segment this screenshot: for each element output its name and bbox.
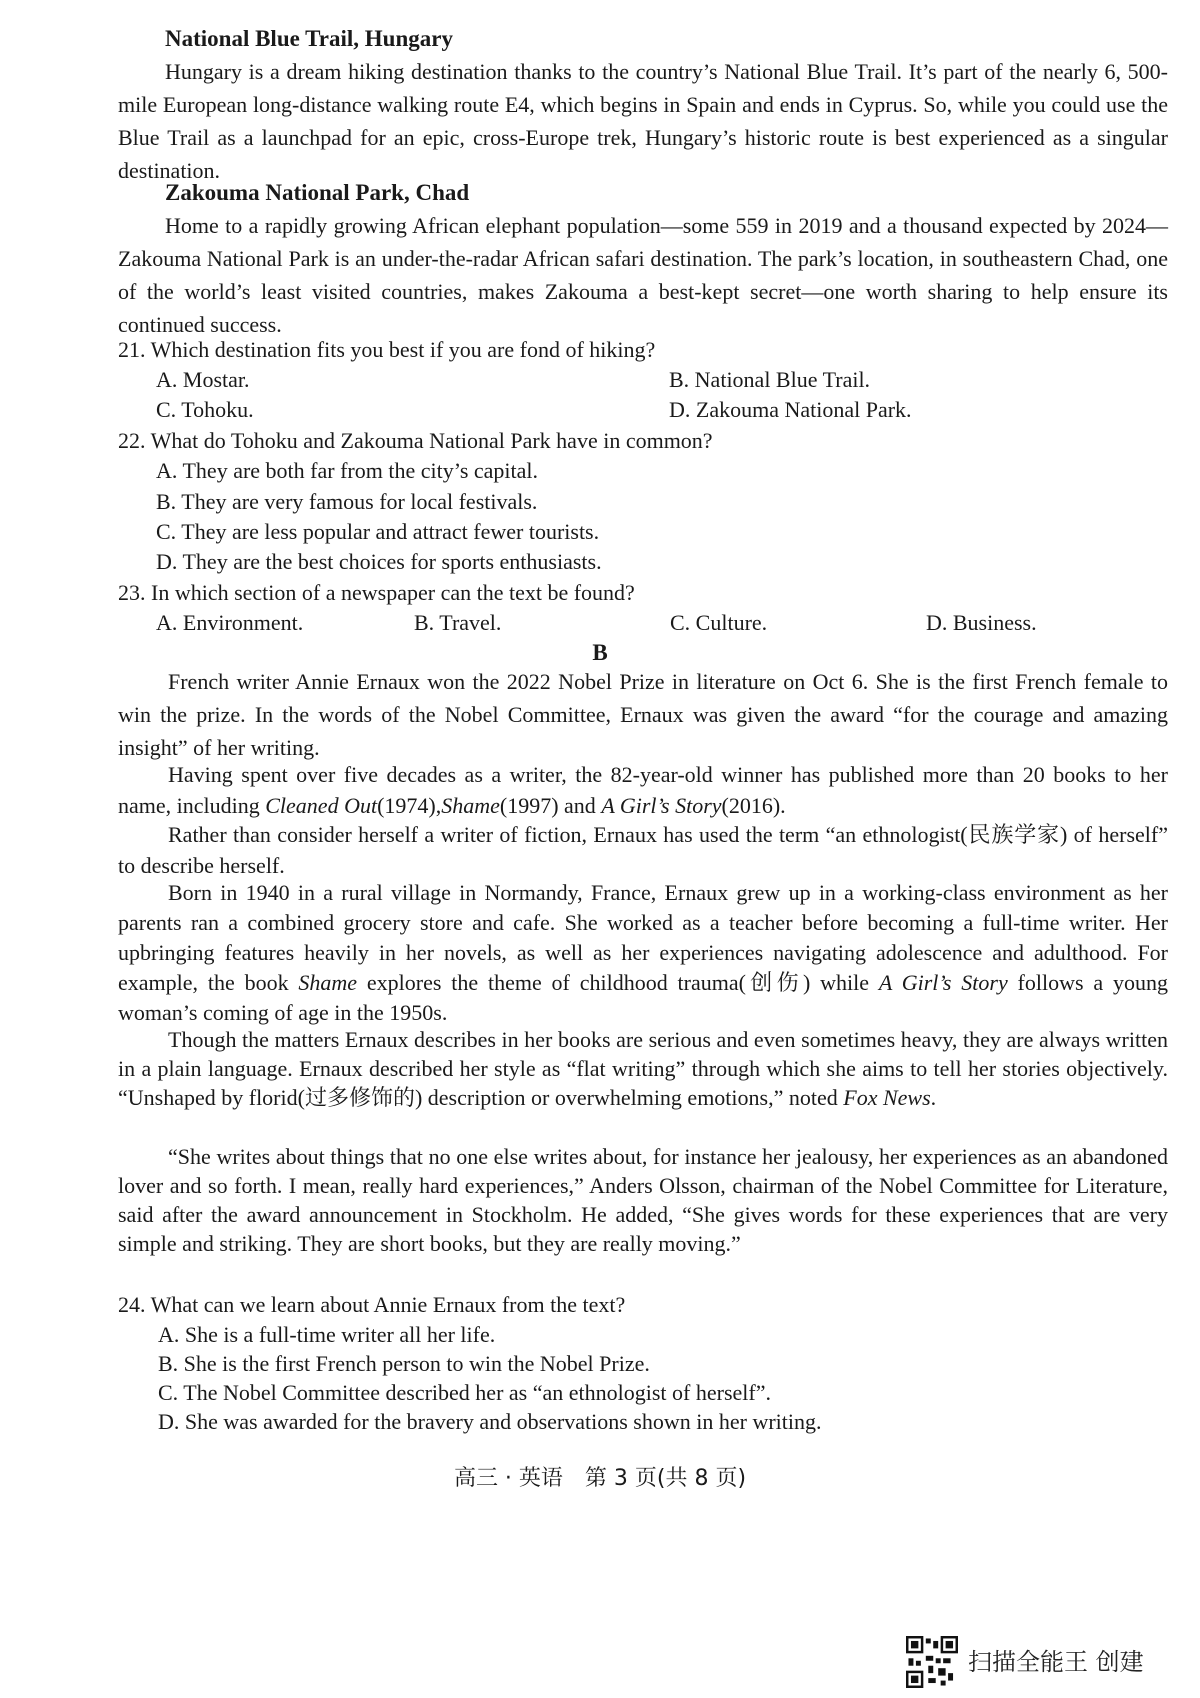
question-21-option-a: A. Mostar. — [156, 367, 250, 392]
question-22-option-b: B. They are very famous for local festivals. — [156, 489, 538, 514]
section-b-label: B — [592, 640, 608, 665]
question-21-stem: 21. Which destination fits you best if you are fond of hiking? — [118, 337, 656, 362]
zakouma-paragraph: Home to a rapidly growing African elephant population—some 559 in 2019 and a thousand expected by 2024—Zakouma National Park is an under-the-radar African safari destination. The park’s location, in southeastern Chad, one of the world’s least visited countries, makes Zakouma a best-kept secret—one worth sharing to help ensure its continued success. — [118, 213, 1168, 337]
question-22-option-c: C. They are less popular and attract fewer tourists. — [156, 519, 600, 544]
qr-code-icon — [906, 1636, 958, 1688]
question-21-option-c: C. Tohoku. — [156, 397, 254, 422]
ernaux-paragraph-5: Though the matters Ernaux describes in her books are serious and even sometimes heavy, they are always written in a plain language. Ernaux described her style as “flat writing” through which she aims to tell her stories objectively. “Unshaped by florid(过多修饰的) description or overwhelming emotions,” noted Fox News. — [118, 1027, 1168, 1110]
blue-trail-paragraph: Hungary is a dream hiking destination thanks to the country’s National Blue Trail. It’s part of the nearly 6, 500-mile European long-distance walking route E4, which begins in Spain and ends in Cyprus. So, while you could use the Blue Trail as a launchpad for an epic, cross-Europe trek, Hungary’s historic route is best experienced as a singular destination. — [118, 59, 1168, 183]
ernaux-paragraph-2: Having spent over five decades as a writer, the 82-year-old winner has published more than 20 books to her name, including Cleaned Out(1974),Shame(1997) and A Girl’s Story(2016). — [118, 762, 1168, 818]
question-23-option-a: A. Environment. — [156, 610, 304, 635]
ernaux-paragraph-4: Born in 1940 in a rural village in Normandy, France, Ernaux grew up in a working-class environment as her parents ran a combined grocery store and cafe. She worked as a teacher before becoming a full-time writer. Her upbringing features heavily in her novels, as well as her experiences navigating adolescence and adulthood. For example, the book Shame explores the theme of childhood trauma(创伤) while A Girl’s Story follows a young woman’s coming of age in the 1950s. — [118, 880, 1168, 1025]
book-title-a-girls-story: A Girl’s Story — [601, 793, 722, 818]
question-24-option-b: B. She is the first French person to win the Nobel Prize. — [158, 1351, 650, 1376]
ernaux-paragraph-1: French writer Annie Ernaux won the 2022 Nobel Prize in literature on Oct 6. She is the first French female to win the prize. In the words of the Nobel Committee, Ernaux was given the award “for the courage and amazing insight” of her writing. — [118, 669, 1168, 760]
question-21-option-d: D. Zakouma National Park. — [669, 397, 912, 422]
scanner-badge-text: 扫描全能王 创建 — [968, 1647, 1144, 1676]
page-footer: 高三 · 英语 第 3 页(共 8 页) — [453, 1466, 747, 1491]
question-23-option-d: D. Business. — [926, 610, 1037, 635]
question-22-option-a: A. They are both far from the city’s capital. — [156, 458, 539, 483]
blue-trail-heading: National Blue Trail, Hungary — [165, 26, 453, 51]
ernaux-paragraph-3: Rather than consider herself a writer of fiction, Ernaux has used the term “an ethnologist(民族学家) of herself” to describe herself. — [118, 822, 1168, 878]
question-23-option-c: C. Culture. — [670, 610, 768, 635]
zakouma-heading: Zakouma National Park, Chad — [165, 180, 470, 205]
question-22-option-d: D. They are the best choices for sports enthusiasts. — [156, 549, 602, 574]
ernaux-paragraph-6: “She writes about things that no one else writes about, for instance her jealousy, her experiences as an abandoned lover and so forth. I mean, really hard experiences,” Anders Olsson, chairman of the Nobel Committee for Literature, said after the award announcement in Stockholm. He added, “She gives words for these experiences that are very simple and striking. They are short books, but they are really moving.” — [118, 1144, 1168, 1256]
question-23-option-b: B. Travel. — [414, 610, 502, 635]
book-title-cleaned-out: Cleaned Out — [265, 793, 378, 818]
question-21-option-b: B. National Blue Trail. — [669, 367, 871, 392]
question-23-stem: 23. In which section of a newspaper can the text be found? — [118, 580, 635, 605]
source-fox-news: Fox News — [843, 1085, 931, 1110]
question-24-stem: 24. What can we learn about Annie Ernaux from the text? — [118, 1292, 626, 1317]
question-22-stem: 22. What do Tohoku and Zakouma National Park have in common? — [118, 428, 713, 453]
book-title-a-girls-story-2: A Girl’s Story — [878, 970, 1008, 995]
question-24-option-c: C. The Nobel Committee described her as “an ethnologist of herself”. — [158, 1380, 771, 1405]
question-24-option-a: A. She is a full-time writer all her life. — [158, 1322, 496, 1347]
scanner-watermark — [906, 1636, 1144, 1688]
question-24-option-d: D. She was awarded for the bravery and observations shown in her writing. — [158, 1409, 822, 1434]
book-title-shame-2: Shame — [298, 970, 358, 995]
book-title-shame: Shame — [441, 793, 500, 818]
